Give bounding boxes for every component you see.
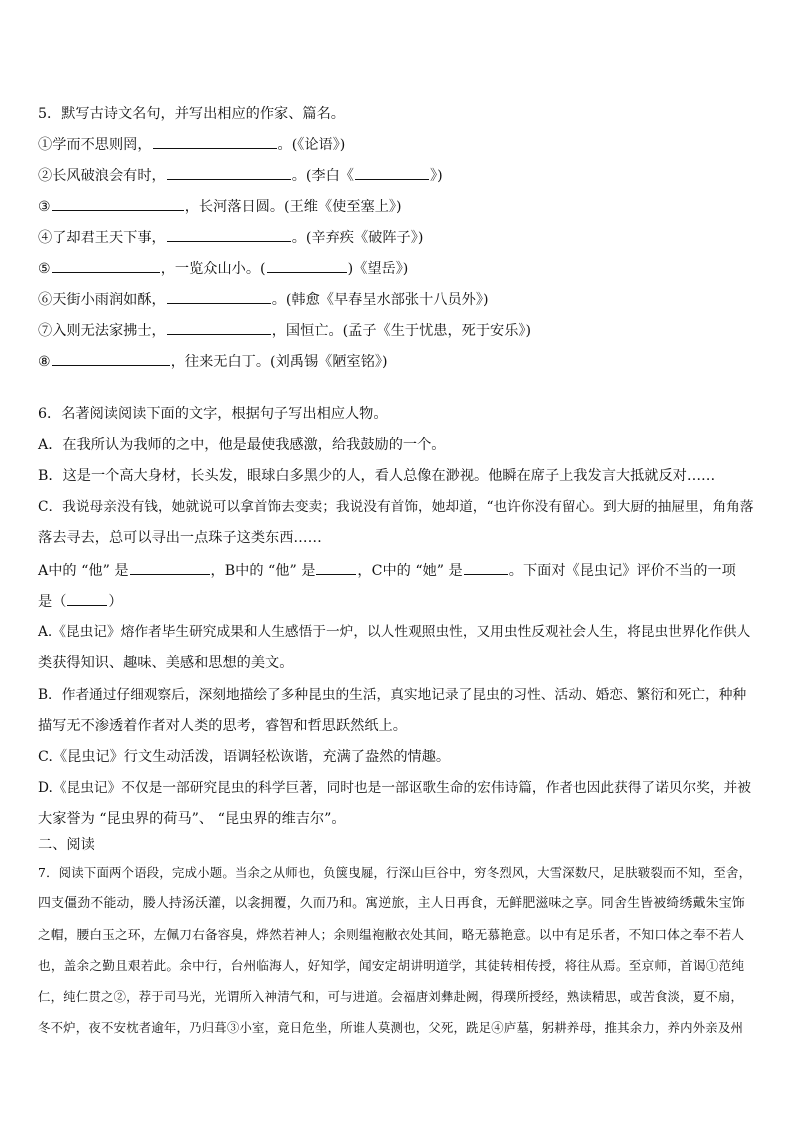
q5-line-3: ③ ，长河落日圆。(王维《使至塞上》): [38, 196, 402, 217]
q7-passage-line5: 仁，纯仁贯之②，荐于司马光，光谓所入神清气和，可与进道。会福唐刘彝赴阙，得璞所授经，熟读精思，或苦食淡，夏不扇，: [38, 989, 744, 1004]
answer-blank[interactable]: [167, 227, 291, 242]
q6-fill-line: A中的 “他” 是 ，B中的 “他” 是 ，C中的 “她” 是 。下面对《昆虫记》评价不当的一项: [38, 560, 736, 581]
q6-option-b-line2: 描写无不渗透着作者对人类的思考，睿智和哲思跃然纸上。: [38, 718, 407, 734]
q6-excerpt-c-line1: C．我说母亲没有钱，她就说可以拿首饰去变卖；我说没有首饰，她却道，“也许你没有留心。到大厨的抽屉里，角角落: [38, 499, 754, 515]
q5-line-2: ②长风破浪会有时， 。(李白《 》): [38, 165, 443, 186]
answer-blank[interactable]: [153, 134, 277, 149]
q6-option-c: C.《昆虫记》行文生动活泼，语调轻松诙谐，充满了盎然的情趣。: [38, 749, 451, 765]
q6-option-a-line2: 类获得知识、趣味、美感和思想的美文。: [38, 655, 294, 671]
answer-blank[interactable]: [464, 560, 508, 575]
answer-blank[interactable]: [67, 591, 107, 606]
q7-passage-line4: 也，盖余之勤且艰若此。余中行，台州临海人，好知学，闻安定胡讲明道学，其徒转相传授，将往从焉。至京师，首谒①范纯: [38, 958, 745, 973]
q5-line-1: ①学而不思则罔， 。(《论语》): [38, 134, 345, 155]
q6-option-a-line1: A.《昆虫记》熔作者毕生研究成果和人生感悟于一炉，以人性观照虫性，又用虫性反观社会人生，将昆虫世界化作供人: [38, 624, 751, 640]
q6-option-d-line2: 大家誉为 “昆虫界的荷马”、 “昆虫界的维吉尔”。: [38, 811, 346, 827]
answer-blank[interactable]: [52, 258, 160, 273]
q7-passage-line6: 冬不炉，夜不安枕者逾年，乃归葺③小室，竟日危坐，所谁人莫测也，父死，跣足④庐墓，躬耕养母，推其余力，养内外亲及州: [38, 1020, 744, 1035]
q7-passage-line2: 四支僵劲不能动，媵人持汤沃灌，以衾拥覆，久而乃和。寓逆旅，主人日再食，无鲜肥滋味之享。同舍生皆被绮绣戴朱宝饰: [38, 896, 745, 911]
q5-line-8: ⑧ ，往来无白丁。(刘禹锡《陋室铭》): [38, 351, 388, 372]
q6-option-d-line1: D.《昆虫记》不仅是一部研究昆虫的科学巨著，同时也是一部讴歌生命的宏伟诗篇，作者也因此获得了诺贝尔奖，并被: [38, 780, 751, 796]
q6-title: 6．名著阅读阅读下面的文字，根据句子写出相应人物。: [38, 406, 388, 422]
answer-blank[interactable]: [167, 165, 291, 180]
answer-blank[interactable]: [267, 258, 347, 273]
q7-passage-line1: 7．阅读下面两个语段，完成小题。当余之从师也，负箧曳屣，行深山巨谷中，穷冬烈风，大雪深数尺，足肤皲裂而不知，至舍，: [38, 865, 752, 880]
answer-blank[interactable]: [130, 560, 210, 575]
answer-blank[interactable]: [355, 165, 429, 180]
q7-passage-line3: 之帽，腰白玉之环，左佩刀右备容臭，烨然若神人；余则缊袍敝衣处其间，略无慕艳意。以中有足乐者，不知口体之奉不若人: [38, 927, 745, 942]
q5-line-7: ⑦入则无法家拂士， ，国恒亡。(孟子《生于忧患，死于安乐》): [38, 320, 531, 341]
q5-line-6: ⑥天街小雨润如酥， 。(韩愈《早春呈水部张十八员外》): [38, 289, 489, 310]
q6-excerpt-b: B．这是一个高大身材，长头发，眼球白多黑少的人，看人总像在渺视。他瞬在席子上我发言大抵就反对……: [38, 468, 716, 484]
answer-blank[interactable]: [316, 560, 356, 575]
q5-line-4: ④了却君王天下事， 。(辛弃疾《破阵子》): [38, 227, 423, 248]
q6-excerpt-c-line2: 落去寻去，总可以寻出一点珠子这类东西……: [38, 530, 322, 546]
answer-blank[interactable]: [167, 289, 271, 304]
q6-choice-line: 是（ ）: [38, 591, 123, 612]
answer-blank[interactable]: [52, 196, 184, 211]
q5-line-5: ⑤ ，一览众山小。( )《望岳》): [38, 258, 408, 279]
q6-excerpt-a: A．在我所认为我师的之中，他是最使我感激，给我鼓励的一个。: [38, 437, 446, 453]
section-heading: 二、阅读: [38, 837, 95, 853]
answer-blank[interactable]: [52, 351, 170, 366]
q5-title: 5．默写古诗文名句，并写出相应的作家、篇名。: [38, 106, 345, 122]
q6-option-b-line1: B．作者通过仔细观察后，深刻地描绘了多种昆虫的生活，真实地记录了昆虫的习性、活动、婚恋、繁衍和死亡，种种: [38, 687, 747, 703]
answer-blank[interactable]: [167, 320, 271, 335]
